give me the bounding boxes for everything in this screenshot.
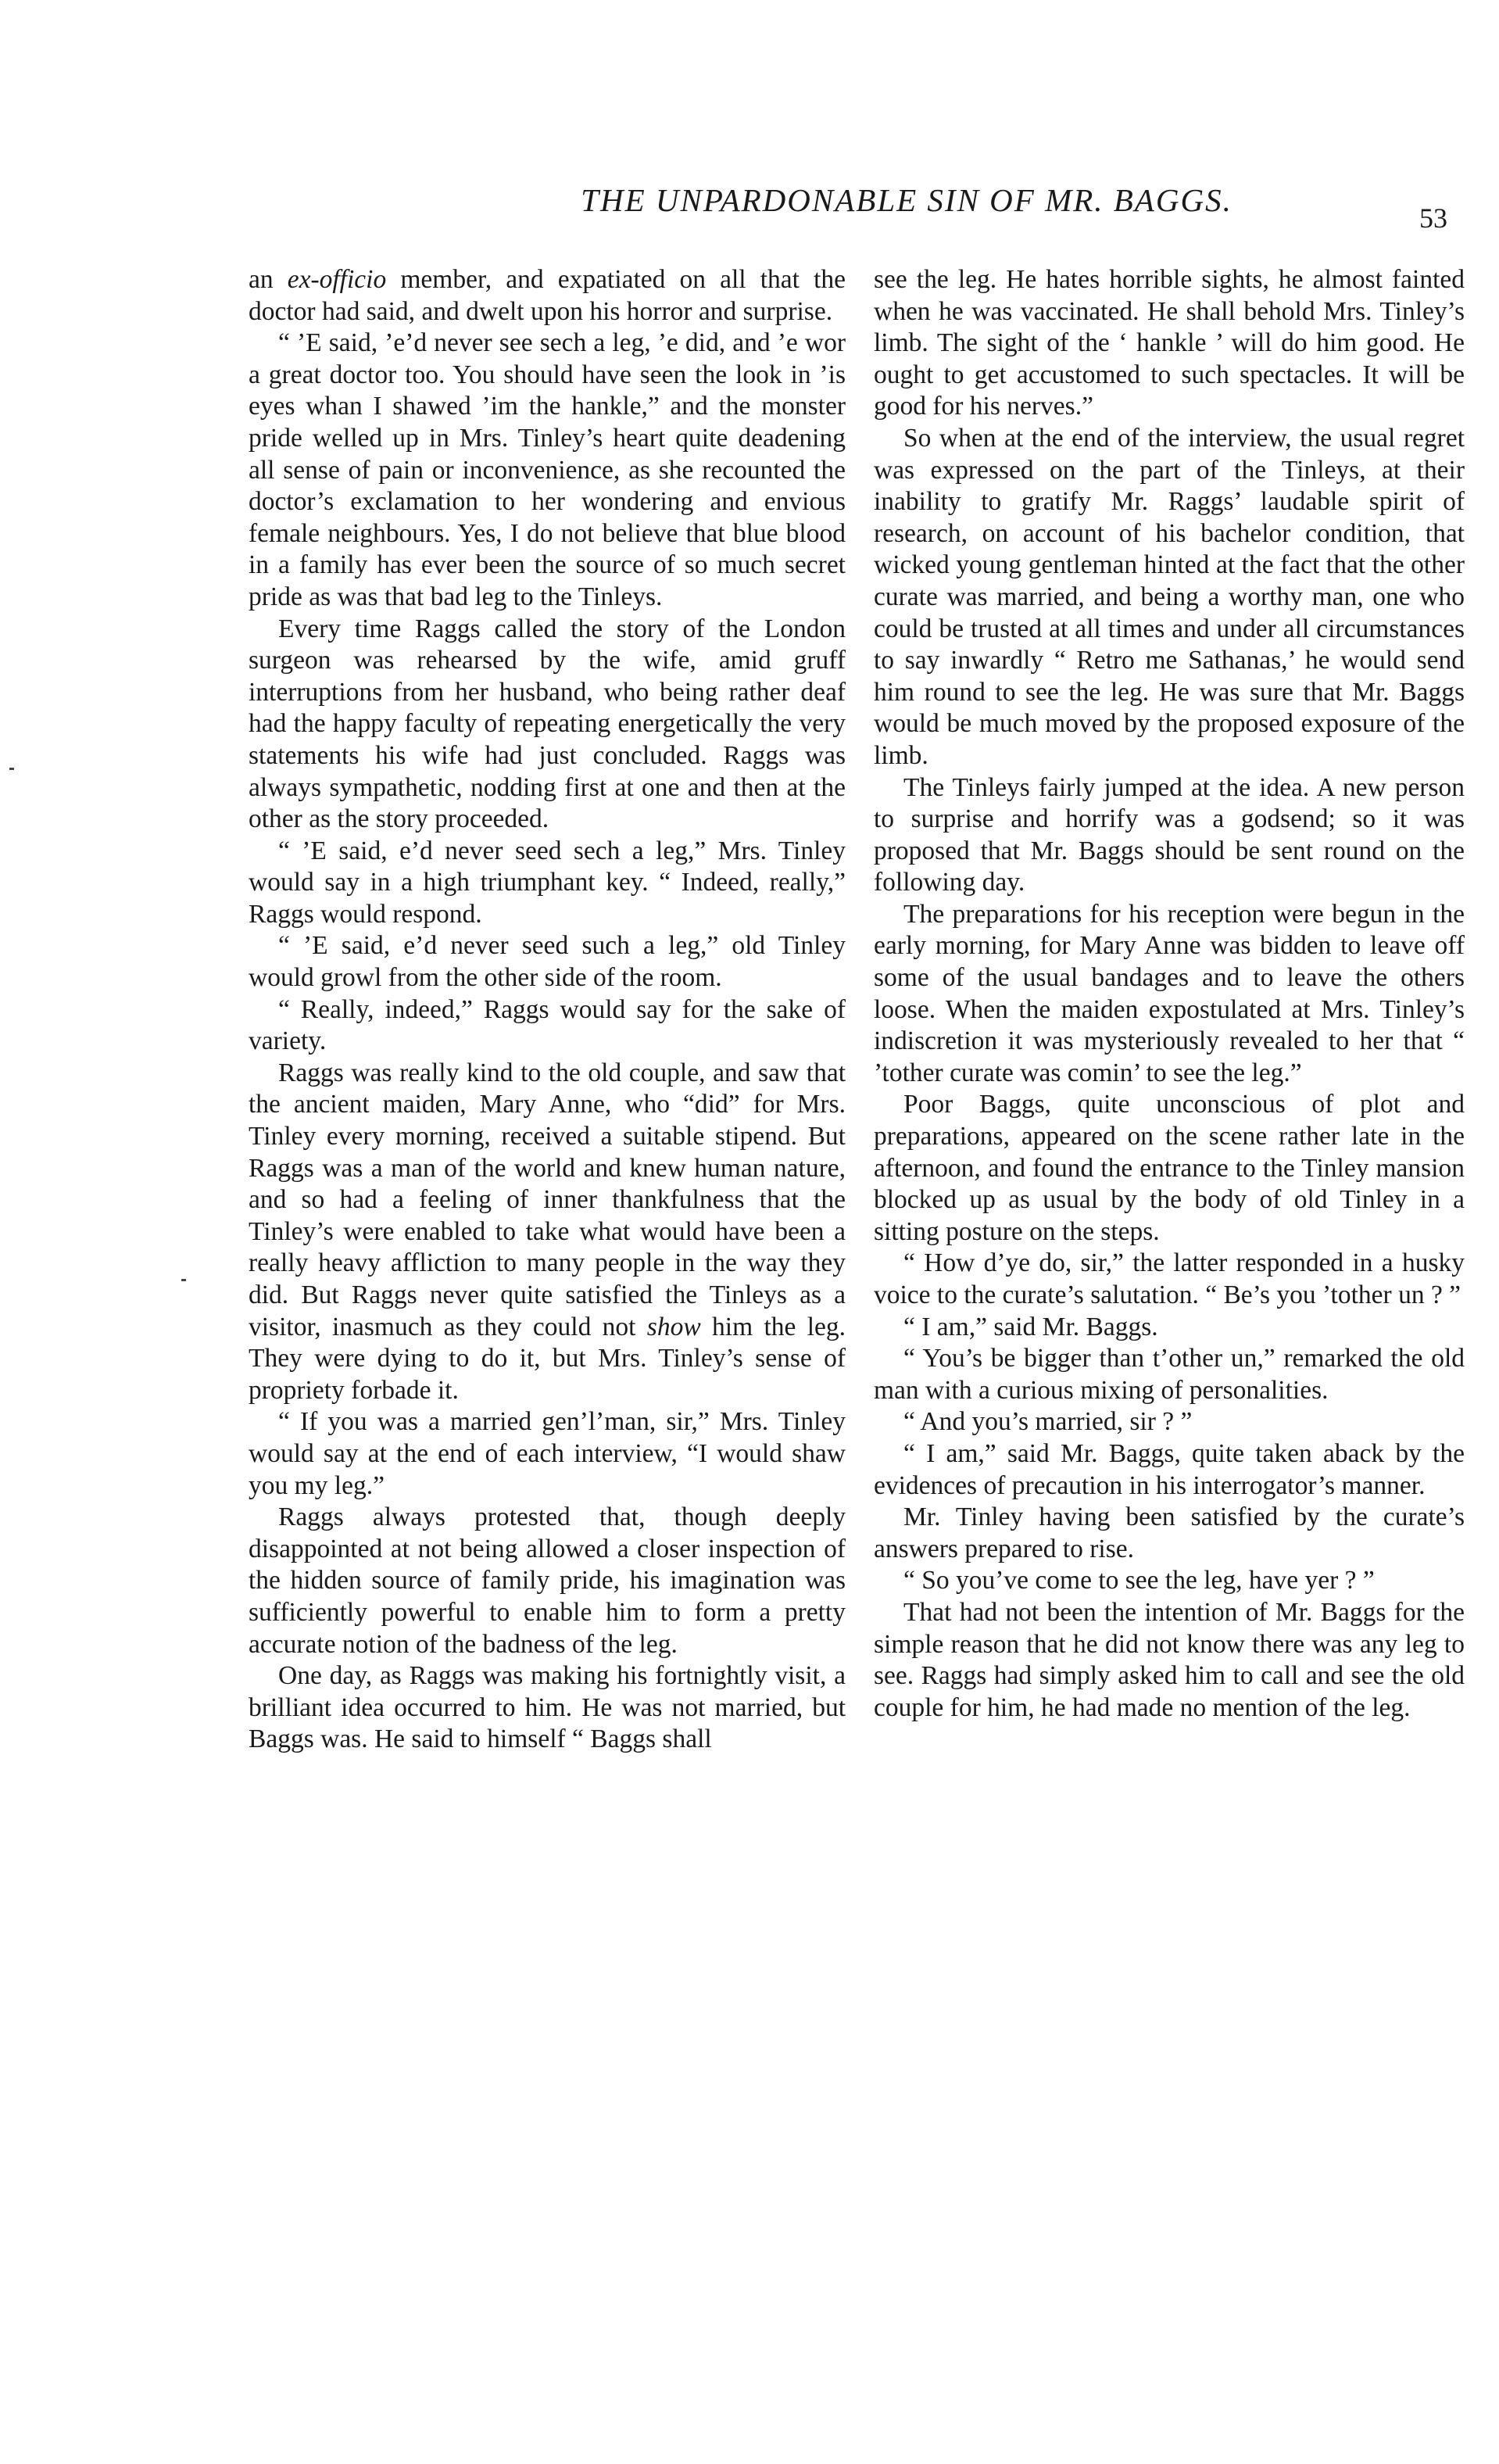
paragraph: The Tinleys fairly jumped at the idea. A new person to surprise and horrify was a godsend; so it was proposed that Mr. Baggs should be sent round on the following day. xyxy=(874,772,1465,897)
paragraph: Every time Raggs called the story of the London surgeon was rehearsed by the wife, amid gruff interruptions from her husband, who being rather deaf had the happy faculty of repeating energetically the very statements his wife had just concluded. Raggs was always sympathetic, nodding first at one and then at the other as the story proceeded. xyxy=(249,614,846,834)
paragraph: Poor Baggs, quite unconscious of plot and preparations, appeared on the scene rather late in the afternoon, and found the entrance to the Tinley mansion blocked up as usual by the body of old Tinley in a sitting posture on the steps. xyxy=(874,1090,1465,1246)
margin-speck xyxy=(181,1279,186,1281)
paragraph: The preparations for his reception were begun in the early morning, for Mary Anne was bidden to leave off some of the usual bandages and to leave the others loose. When the maiden expostulated at Mrs. Tinley’s indiscretion it was mysteriously revealed to her that “ ’tother curate was comin’ to see the leg.” xyxy=(874,899,1465,1087)
paragraph: “ So you’ve come to see the leg, have yer ? ” xyxy=(903,1566,1375,1596)
paragraph: “ How d’ye do, sir,” the latter responded in a husky voice to the curate’s salutation. “ Be’s you ’tother un ? ” xyxy=(874,1248,1465,1309)
paragraph: “ You’s be bigger than t’other un,” remarked the old man with a curious mixing of personalities. xyxy=(874,1344,1465,1405)
paragraph: “ I am,” said Mr. Baggs, quite taken aback by the evidences of precaution in his interrogator’s manner. xyxy=(874,1438,1465,1500)
page-number: 53 xyxy=(1419,202,1447,234)
paragraph: Mr. Tinley having been satisfied by the curate’s answers prepared to rise. xyxy=(874,1502,1465,1563)
paragraph: One day, as Raggs was making his fortnightly visit, a brilliant idea occurred to him. He was not married, but Baggs was. He said to himself “ Baggs shall xyxy=(249,1661,846,1754)
paragraph: “ ’E said, e’d never seed such a leg,” old Tinley would growl from the other side of the room. xyxy=(249,931,846,993)
paragraph: an ex-officio member, and expatiated on all that the doctor had said, and dwelt upon his horror and surprise. xyxy=(249,265,846,326)
paragraph: “ I am,” said Mr. Baggs. xyxy=(903,1312,1158,1341)
paragraph: “ ’E said, ’e’d never see sech a leg, ’e did, and ’e wor a great doctor too. You should have seen the look in ’is eyes whan I shawed ’im the hankle,” and the monster pride welled up in Mrs. Tinley’s heart quite deadening all sense of pain or inconvenience, as she recounted the doctor’s exclamation to her wondering and envious female neighbours. Yes, I do not believe that blue blood in a family has ever been the source of so much secret pride as was that bad leg to the Tinleys. xyxy=(249,328,846,611)
running-title: THE UNPARDONABLE SIN OF MR. BAGGS. xyxy=(581,182,1232,218)
left-column xyxy=(249,264,846,1756)
paragraph: “ ’E said, e’d never seed sech a leg,” Mrs. Tinley would say in a high triumphant key. “ Indeed, really,” Raggs would respond. xyxy=(249,836,846,929)
paragraph: “ If you was a married gen’l’man, sir,” Mrs. Tinley would say at the end of each interview, “I would shaw you my leg.” xyxy=(249,1407,846,1500)
paragraph: Raggs was really kind to the old couple, and saw that the ancient maiden, Mary Anne, who “did” for Mrs. Tinley every morning, received a suitable stipend. But Raggs was a man of the world and knew human nature, and so had a feeling of inner thankfulness that the Tinley’s were enabled to take what would have been a really heavy affliction to many people in the way they did. But Raggs never quite satisfied the Tinleys as a visitor, inasmuch as they could not show him the leg. They were dying to do it, but Mrs. Tinley’s sense of propriety forbade it. xyxy=(249,1058,846,1405)
right-column xyxy=(874,264,1465,1724)
paragraph: That had not been the intention of Mr. Baggs for the simple reason that he did not know there was any leg to see. Raggs had simply asked him to call and see the old couple for him, he had made no mention of the leg. xyxy=(874,1597,1465,1722)
margin-speck xyxy=(9,768,14,770)
paragraph: see the leg. He hates horrible sights, he almost fainted when he was vaccinated. He shall behold Mrs. Tinley’s limb. The sight of the ‘ hankle ’ will do him good. He ought to get accustomed to such spectacles. It will be good for his nerves.” xyxy=(874,265,1465,421)
paragraph: “ Really, indeed,” Raggs would say for the sake of variety. xyxy=(249,994,846,1056)
paragraph: So when at the end of the interview, the usual regret was expressed on the part of the Tinleys, at their inability to gratify Mr. Raggs’ laudable spirit of research, on account of his bachelor condition, that wicked young gentleman hinted at the fact that the other curate was married, and being a worthy man, one who could be trusted at all times and under all circumstances to say inwardly “ Retro me Sathanas,’ he would send him round to see the leg. He was sure that Mr. Baggs would be much moved by the proposed exposure of the limb. xyxy=(874,423,1465,770)
paragraph: Raggs always protested that, though deeply disappointed at not being allowed a closer inspection of the hidden source of family pride, his imagination was sufficiently powerful to enable him to form a pretty accurate notion of the badness of the leg. xyxy=(249,1502,846,1659)
paragraph: “ And you’s married, sir ? ” xyxy=(903,1407,1193,1437)
